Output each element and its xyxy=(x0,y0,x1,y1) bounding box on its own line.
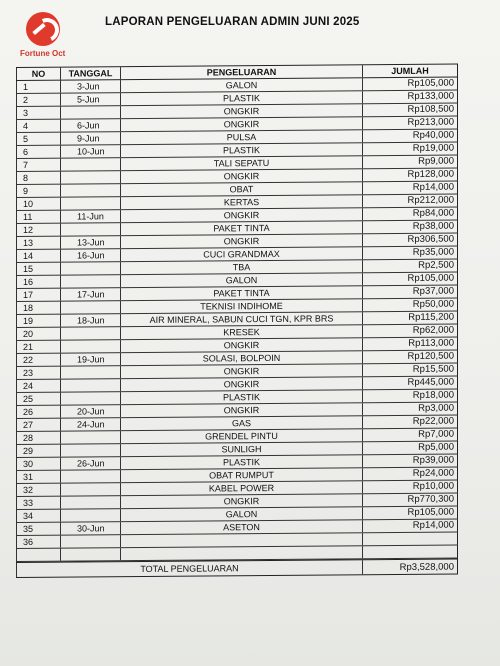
cell-pengeluaran: PAKET TINTA xyxy=(120,286,362,300)
cell-pengeluaran: GAS xyxy=(120,416,362,430)
total-label: TOTAL PENGELUARAN xyxy=(16,560,362,577)
cell-tanggal xyxy=(60,483,120,495)
cell-jumlah: Rp9,000 xyxy=(362,156,458,169)
cell-no: 31 xyxy=(16,471,60,483)
cell-jumlah: Rp84,000 xyxy=(362,208,458,221)
cell-tanggal: 18-Jun xyxy=(60,314,120,326)
cell-no: 36 xyxy=(16,536,60,548)
cell-pengeluaran: CUCI GRANDMAX xyxy=(120,247,362,261)
cell-no: 25 xyxy=(16,393,60,405)
cell-tanggal: 24-Jun xyxy=(60,418,120,430)
cell-tanggal xyxy=(60,327,120,339)
cell-tanggal xyxy=(60,184,120,196)
cell-no: 28 xyxy=(16,432,60,444)
cell-no: 6 xyxy=(16,146,60,158)
cell-pengeluaran: TALI SEPATU xyxy=(120,156,362,170)
cell-jumlah: Rp113,000 xyxy=(362,338,458,351)
cell-tanggal xyxy=(60,197,120,209)
cell-jumlah: Rp212,000 xyxy=(362,195,458,208)
cell-tanggal xyxy=(60,496,120,508)
cell-no: 21 xyxy=(16,341,60,353)
cell-jumlah: Rp2,500 xyxy=(362,260,458,273)
cell-no: 15 xyxy=(16,263,60,275)
cell-no: 12 xyxy=(16,224,60,236)
cell-pengeluaran: ONGKIR xyxy=(120,117,362,131)
cell-pengeluaran: ONGKIR xyxy=(120,338,362,352)
cell-pengeluaran: ONGKIR xyxy=(120,169,362,183)
cell-jumlah xyxy=(362,533,458,546)
header-pengeluaran: PENGELUARAN xyxy=(120,65,362,79)
cell-jumlah: Rp10,000 xyxy=(362,481,458,494)
cell-no: 8 xyxy=(16,172,60,184)
cell-pengeluaran: SUNLIGH xyxy=(120,442,362,456)
cell-tanggal xyxy=(60,379,120,391)
company-logo xyxy=(20,12,80,62)
cell-jumlah: Rp62,000 xyxy=(362,325,458,338)
cell-jumlah: Rp213,000 xyxy=(362,117,458,130)
cell-jumlah: Rp37,000 xyxy=(362,286,458,299)
cell-pengeluaran: TEKNISI INDIHOME xyxy=(120,299,362,313)
cell-no: 20 xyxy=(16,328,60,340)
cell-tanggal: 30-Jun xyxy=(60,522,120,534)
cell-pengeluaran xyxy=(120,533,362,547)
cell-no: 33 xyxy=(16,497,60,509)
cell-pengeluaran: ASETON xyxy=(120,520,362,534)
cell-pengeluaran: PULSA xyxy=(120,130,362,144)
cell-no: 26 xyxy=(16,406,60,418)
cell-pengeluaran: ONGKIR xyxy=(120,403,362,417)
cell-jumlah: Rp40,000 xyxy=(362,130,458,143)
cell-no: 19 xyxy=(16,315,60,327)
cell-tanggal: 26-Jun xyxy=(60,457,120,469)
cell-no: 32 xyxy=(16,484,60,496)
cell-jumlah: Rp133,000 xyxy=(362,91,458,104)
cell-no: 35 xyxy=(16,523,60,535)
cell-no: 16 xyxy=(16,276,60,288)
cell-jumlah: Rp24,000 xyxy=(362,468,458,481)
cell-pengeluaran: ONGKIR xyxy=(120,208,362,222)
cell-no: 11 xyxy=(16,211,60,223)
cell-jumlah: Rp5,000 xyxy=(362,442,458,455)
cell-tanggal: 17-Jun xyxy=(60,288,120,300)
cell-tanggal xyxy=(60,340,120,352)
cell-pengeluaran: KABEL POWER xyxy=(120,481,362,495)
cell-no: 3 xyxy=(16,107,60,119)
cell-tanggal xyxy=(60,509,120,521)
cell-jumlah: Rp14,000 xyxy=(362,182,458,195)
cell-pengeluaran: PLASTIK xyxy=(120,390,362,404)
cell-no: 10 xyxy=(16,198,60,210)
cell-tanggal xyxy=(60,444,120,456)
cell-jumlah: Rp15,500 xyxy=(362,364,458,377)
cell-tanggal xyxy=(60,106,120,118)
cell-jumlah: Rp105,000 xyxy=(362,507,458,520)
cell-no: 2 xyxy=(16,94,60,106)
cell-jumlah: Rp18,000 xyxy=(362,390,458,403)
cell-pengeluaran: PLASTIK xyxy=(120,455,362,469)
expense-table xyxy=(16,64,458,578)
cell-pengeluaran: GALON xyxy=(120,78,362,92)
cell-pengeluaran: KERTAS xyxy=(120,195,362,209)
header-tanggal: TANGGAL xyxy=(60,67,120,79)
cell-tanggal: 13-Jun xyxy=(60,236,120,248)
cell-no: 4 xyxy=(16,120,60,132)
cell-tanggal xyxy=(60,171,120,183)
cell-tanggal xyxy=(60,431,120,443)
cell-tanggal: 9-Jun xyxy=(60,132,120,144)
cell-tanggal xyxy=(60,301,120,313)
cell-jumlah: Rp445,000 xyxy=(362,377,458,390)
cell-tanggal xyxy=(60,535,120,547)
cell-jumlah: Rp120,500 xyxy=(362,351,458,364)
cell-jumlah: Rp35,000 xyxy=(362,247,458,260)
cell-pengeluaran: ONGKIR xyxy=(120,494,362,508)
cell-pengeluaran: ONGKIR xyxy=(120,104,362,118)
cell-jumlah: Rp115,200 xyxy=(362,312,458,325)
cell-no: 22 xyxy=(16,354,60,366)
cell-no: 29 xyxy=(16,445,60,457)
cell-tanggal xyxy=(60,392,120,404)
cell-tanggal xyxy=(60,548,120,560)
cell-pengeluaran: PAKET TINTA xyxy=(120,221,362,235)
cell-no xyxy=(16,549,60,561)
cell-pengeluaran: GRENDEL PINTU xyxy=(120,429,362,443)
cell-tanggal xyxy=(60,470,120,482)
cell-tanggal: 19-Jun xyxy=(60,353,120,365)
cell-no: 14 xyxy=(16,250,60,262)
cell-pengeluaran: GALON xyxy=(120,507,362,521)
cell-no: 13 xyxy=(16,237,60,249)
cell-jumlah: Rp19,000 xyxy=(362,143,458,156)
cell-pengeluaran: SOLASI, BOLPOIN xyxy=(120,351,362,365)
cell-no: 27 xyxy=(16,419,60,431)
cell-no: 24 xyxy=(16,380,60,392)
cell-tanggal: 3-Jun xyxy=(60,80,120,92)
cell-pengeluaran: KRESEK xyxy=(120,325,362,339)
cell-jumlah: Rp50,000 xyxy=(362,299,458,312)
cell-no: 5 xyxy=(16,133,60,145)
cell-tanggal: 11-Jun xyxy=(60,210,120,222)
cell-jumlah: Rp7,000 xyxy=(362,429,458,442)
cell-pengeluaran: PLASTIK xyxy=(120,91,362,105)
cell-jumlah: Rp108,500 xyxy=(362,104,458,117)
logo-text: Fortune Oct xyxy=(20,49,66,58)
cell-no: 9 xyxy=(16,185,60,197)
cell-tanggal: 5-Jun xyxy=(60,93,120,105)
cell-tanggal xyxy=(60,158,120,170)
cell-tanggal: 16-Jun xyxy=(60,249,120,261)
cell-pengeluaran: OBAT RUMPUT xyxy=(120,468,362,482)
cell-pengeluaran: PLASTIK xyxy=(120,143,362,157)
cell-pengeluaran: ONGKIR xyxy=(120,364,362,378)
cell-tanggal: 10-Jun xyxy=(60,145,120,157)
cell-jumlah xyxy=(362,546,458,559)
cell-pengeluaran: ONGKIR xyxy=(120,377,362,391)
cell-no: 7 xyxy=(16,159,60,171)
cell-jumlah: Rp128,000 xyxy=(362,169,458,182)
cell-no: 30 xyxy=(16,458,60,470)
header-jumlah: JUMLAH xyxy=(362,65,458,78)
cell-jumlah: Rp770,300 xyxy=(362,494,458,507)
cell-tanggal xyxy=(60,223,120,235)
logo-mark-icon xyxy=(26,12,60,46)
cell-no: 18 xyxy=(16,302,60,314)
cell-tanggal: 6-Jun xyxy=(60,119,120,131)
cell-pengeluaran: TBA xyxy=(120,260,362,274)
cell-jumlah: Rp39,000 xyxy=(362,455,458,468)
cell-no: 34 xyxy=(16,510,60,522)
total-value: Rp3,528,000 xyxy=(362,560,458,575)
cell-no: 23 xyxy=(16,367,60,379)
cell-no: 17 xyxy=(16,289,60,301)
cell-tanggal: 20-Jun xyxy=(60,405,120,417)
cell-tanggal xyxy=(60,262,120,274)
cell-pengeluaran: OBAT xyxy=(120,182,362,196)
cell-pengeluaran: AIR MINERAL, SABUN CUCI TGN, KPR BRS xyxy=(120,312,362,326)
header-no: NO xyxy=(16,68,60,80)
cell-tanggal xyxy=(60,366,120,378)
cell-tanggal xyxy=(60,275,120,287)
cell-jumlah: Rp105,000 xyxy=(362,273,458,286)
cell-pengeluaran: GALON xyxy=(120,273,362,287)
report-title: LAPORAN PENGELUARAN ADMIN JUNI 2025 xyxy=(105,16,360,28)
cell-jumlah: Rp38,000 xyxy=(362,221,458,234)
cell-jumlah: Rp22,000 xyxy=(362,416,458,429)
cell-jumlah: Rp105,000 xyxy=(362,78,458,91)
cell-jumlah: Rp306,500 xyxy=(362,234,458,247)
cell-pengeluaran xyxy=(120,546,362,560)
total-row xyxy=(16,559,458,578)
cell-jumlah: Rp14,000 xyxy=(362,520,458,533)
cell-no: 1 xyxy=(16,81,60,93)
table-body xyxy=(16,78,458,562)
cell-jumlah: Rp3,000 xyxy=(362,403,458,416)
cell-pengeluaran: ONGKIR xyxy=(120,234,362,248)
